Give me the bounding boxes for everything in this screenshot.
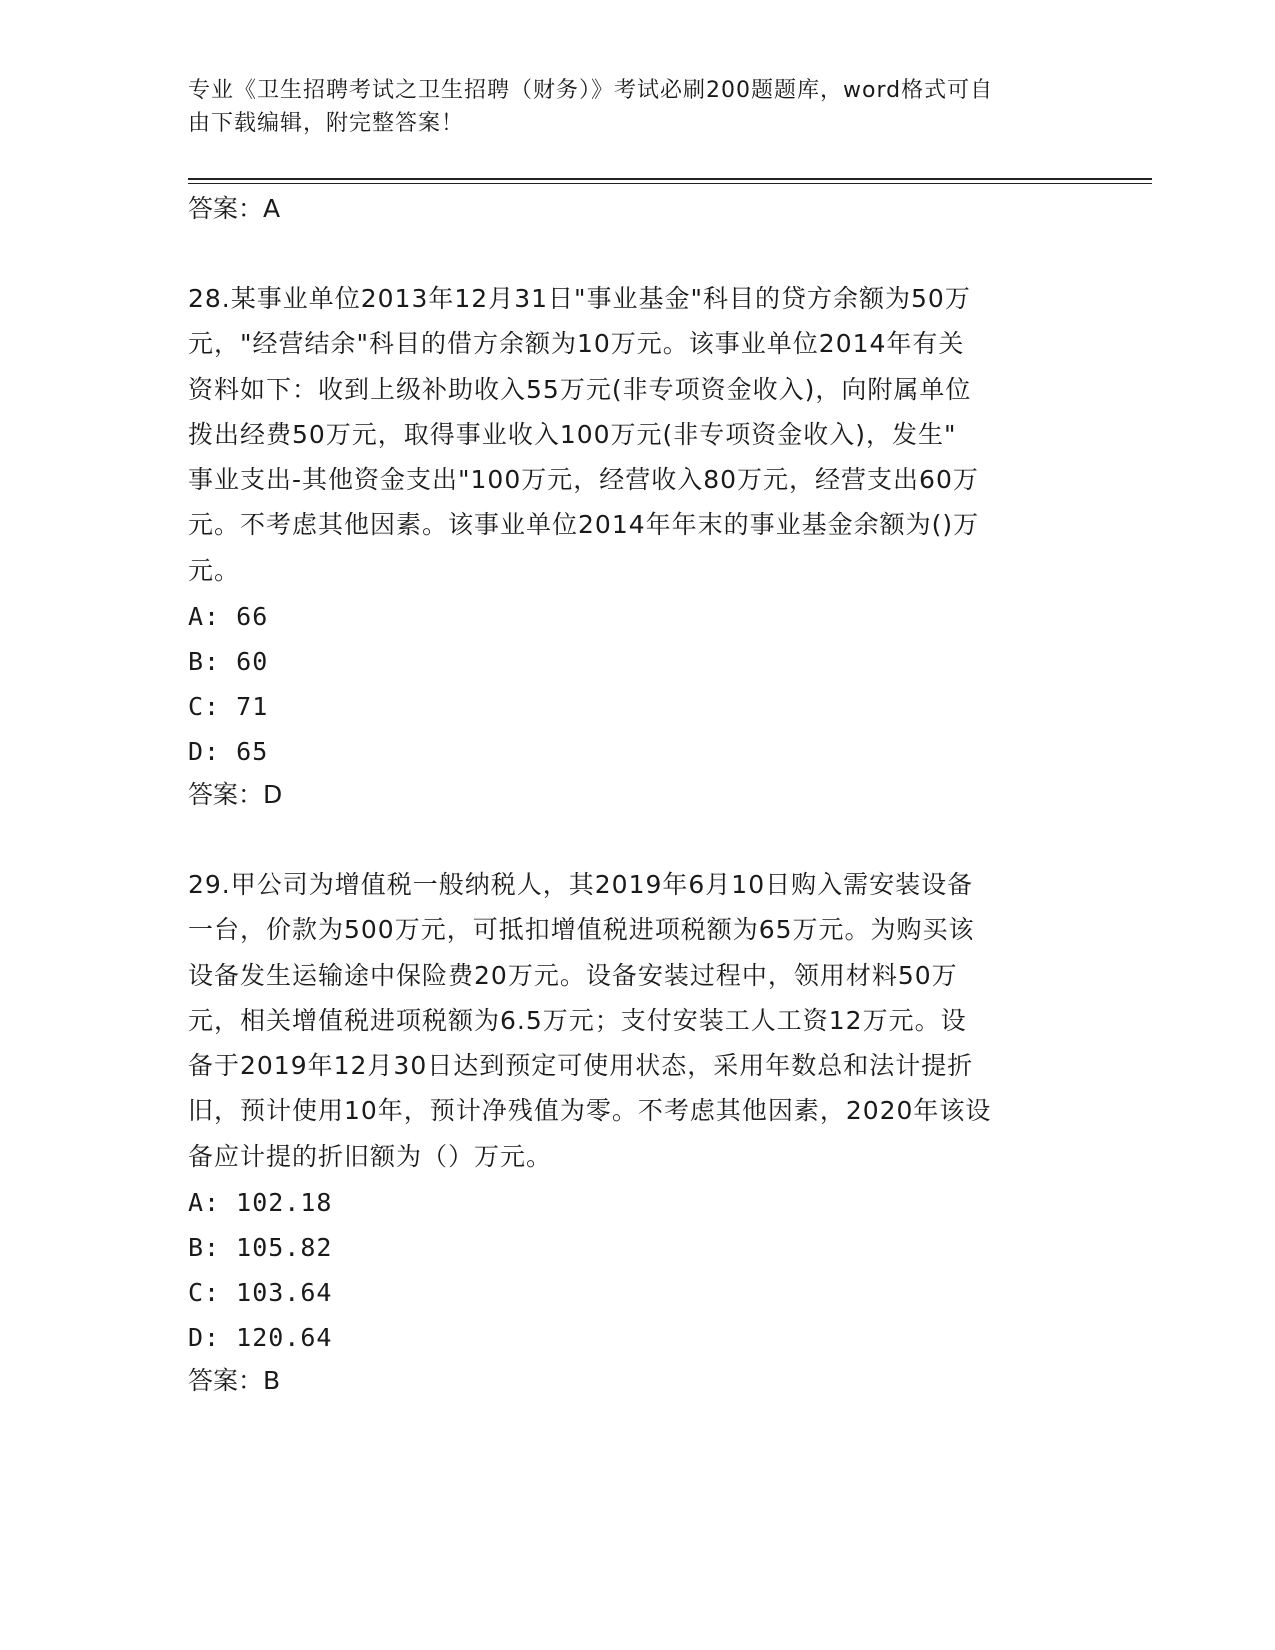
question-line: 元，相关增值税进项税额为6.5万元；支付安装工人工资12万元。设 — [188, 1005, 967, 1035]
question-29-option-a: A: 102.18 — [188, 1188, 333, 1217]
question-29-option-b: B: 105.82 — [188, 1233, 333, 1262]
question-29-option-d: D: 120.64 — [188, 1323, 333, 1352]
header-line-2: 由下载编辑，附完整答案！ — [188, 111, 465, 136]
question-line: 拨出经费50万元，取得事业收入100万元(非专项资金收入)，发生" — [188, 419, 957, 449]
question-29-option-c: C: 103.64 — [188, 1278, 333, 1307]
header-divider-thin — [188, 183, 1152, 184]
question-line: 事业支出-其他资金支出"100万元，经营收入80万元，经营支出60万 — [188, 465, 979, 495]
question-29 — [188, 862, 1078, 1179]
question-line: 一台，价款为500万元，可抵扣增值税进项税额为65万元。为购买该 — [188, 915, 975, 945]
question-line: 设备发生运输途中保险费20万元。设备安装过程中，领用材料50万 — [188, 960, 958, 990]
question-28-option-d: D: 65 — [188, 737, 269, 766]
question-line: 元。不考虑其他因素。该事业单位2014年年末的事业基金余额为()万 — [188, 510, 980, 540]
question-28-option-c: C: 71 — [188, 692, 269, 721]
header-divider-thick — [188, 178, 1152, 180]
document-header — [188, 74, 1068, 140]
question-line: 元，"经营结余"科目的借方余额为10万元。该事业单位2014年有关 — [188, 329, 965, 359]
question-line: 资料如下：收到上级补助收入55万元(非专项资金收入)，向附属单位 — [188, 374, 972, 404]
question-28 — [188, 276, 1078, 593]
question-28-option-b: B: 60 — [188, 647, 269, 676]
header-line-1: 专业《卫生招聘考试之卫生招聘（财务）》考试必刷200题题库，word格式可自 — [188, 78, 994, 103]
question-line: 29.甲公司为增值税一般纳税人，其2019年6月10日购入需安装设备 — [188, 870, 974, 899]
question-28-option-a: A: 66 — [188, 602, 269, 631]
question-line: 备应计提的折旧额为（）万元。 — [188, 1141, 553, 1171]
previous-answer: 答案：A — [188, 194, 281, 223]
question-line: 元。 — [188, 555, 241, 585]
question-line: 备于2019年12月30日达到预定可使用状态，采用年数总和法计提折 — [188, 1051, 974, 1081]
question-line: 28.某事业单位2013年12月31日"事业基金"科目的贷方余额为50万 — [188, 284, 971, 313]
question-29-answer: 答案：B — [188, 1366, 281, 1395]
question-28-answer: 答案：D — [188, 780, 283, 809]
question-line: 旧，预计使用10年，预计净残值为零。不考虑其他因素，2020年该设 — [188, 1096, 992, 1126]
